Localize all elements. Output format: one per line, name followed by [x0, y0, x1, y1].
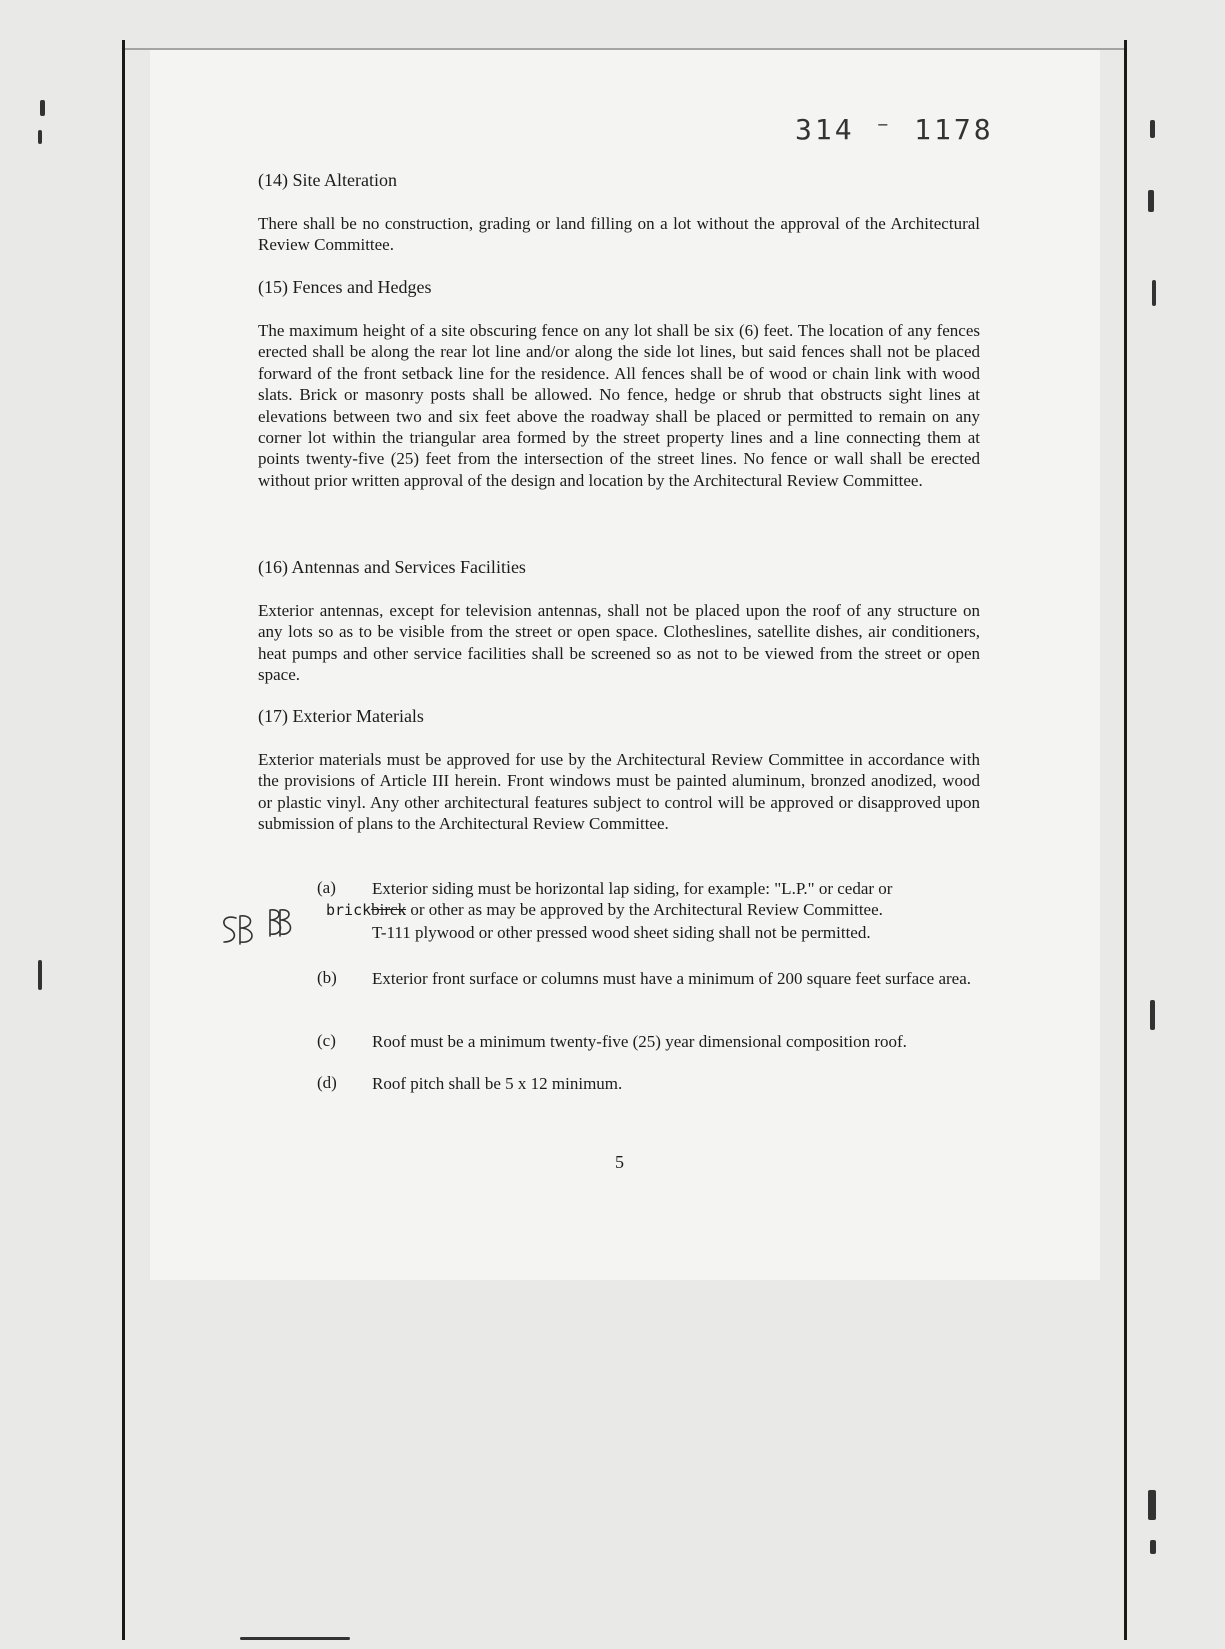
section-15-heading: (15) Fences and Hedges [258, 277, 432, 297]
page-number: 5 [615, 1152, 624, 1172]
item-a-text [326, 878, 980, 943]
item-d-text: Roof pitch shall be 5 x 12 minimum. [372, 1074, 623, 1093]
struck-word: birck [371, 900, 407, 920]
scan-speck [38, 130, 42, 144]
section-17-heading: (17) Exterior Materials [258, 706, 424, 726]
item-c-text: Roof must be a minimum twenty-five (25) year dimensional composition roof. [372, 1032, 907, 1051]
scan-speck [1148, 1490, 1156, 1520]
item-d-label: (d) [317, 1073, 337, 1092]
item-c-label: (c) [317, 1031, 336, 1050]
scan-edge-right [1124, 40, 1127, 1640]
section-14-heading: (14) Site Alteration [258, 170, 397, 190]
scan-edge-top [125, 48, 1125, 50]
item-a-line3: T-111 plywood or other pressed wood sheet siding shall not be permitted. [372, 922, 871, 942]
item-a-line1: Exterior siding must be horizontal lap siding, for example: "L.P." or cedar or [372, 879, 893, 898]
section-16-heading: (16) Antennas and Services Facilities [258, 557, 526, 577]
scan-speck [1150, 120, 1155, 138]
section-14-body: There shall be no construction, grading or land filling on a lot without the approval of the Architectural Review Committee. [258, 214, 980, 255]
handwritten-initials [214, 906, 304, 956]
item-b-label: (b) [317, 968, 337, 987]
item-b-text: Exterior front surface or columns must have a minimum of 200 square feet surface area. [372, 969, 972, 988]
scan-edge-left [122, 40, 125, 1640]
scan-speck [1150, 1000, 1155, 1030]
scan-speck [38, 960, 42, 990]
section-15-body: The maximum height of a site obscuring fence on any lot shall be six (6) feet. The location of any fences erected shall be along the rear lot line and/or along the side lot lines, but said fences shall not be placed forward of the front setback line for the residence. All fences shall be of wood or chain link with wood slats. Brick or masonry posts shall be allowed. No fence, hedge or shrub that obstructs sight lines at elevations between two and six feet above the roadway shall be placed or permitted to remain on any corner lot within the triangular area formed by the street property lines and a line connecting them at points twenty-five (25) feet from the intersection of the street lines. No fence or wall shall be erected without prior written approval of the design and location by the Architectural Review Committee. [258, 321, 980, 490]
scan-speck [1148, 190, 1154, 212]
section-16-body: Exterior antennas, except for television antennas, shall not be placed upon the roof of any structure on any lots so as to be visible from the street or open space. Clotheslines, satellite dishes, air conditioners, heat pumps and other service facilities shall be screened so as not to be viewed from the street or open space. [258, 601, 980, 685]
scan-speck [40, 100, 45, 116]
item-a-label: (a) [317, 878, 336, 897]
scan-speck [1150, 1540, 1156, 1554]
scan-speck [1152, 280, 1156, 306]
item-a-line2: or other as may be approved by the Architectural Review Committee. [406, 900, 883, 920]
recording-number: 314 ⁻ 1178 [795, 113, 994, 146]
scan-speck [240, 1637, 350, 1640]
inserted-correction: brick [326, 901, 372, 920]
section-17-body: Exterior materials must be approved for use by the Architectural Review Committee in accordance with the provisions of Article III herein. Front windows must be painted aluminum, bronzed anodized, wood or plastic vinyl. Any other architectural features subject to control will be approved or disapproved upon submission of plans to the Architectural Review Committee. [258, 750, 980, 834]
